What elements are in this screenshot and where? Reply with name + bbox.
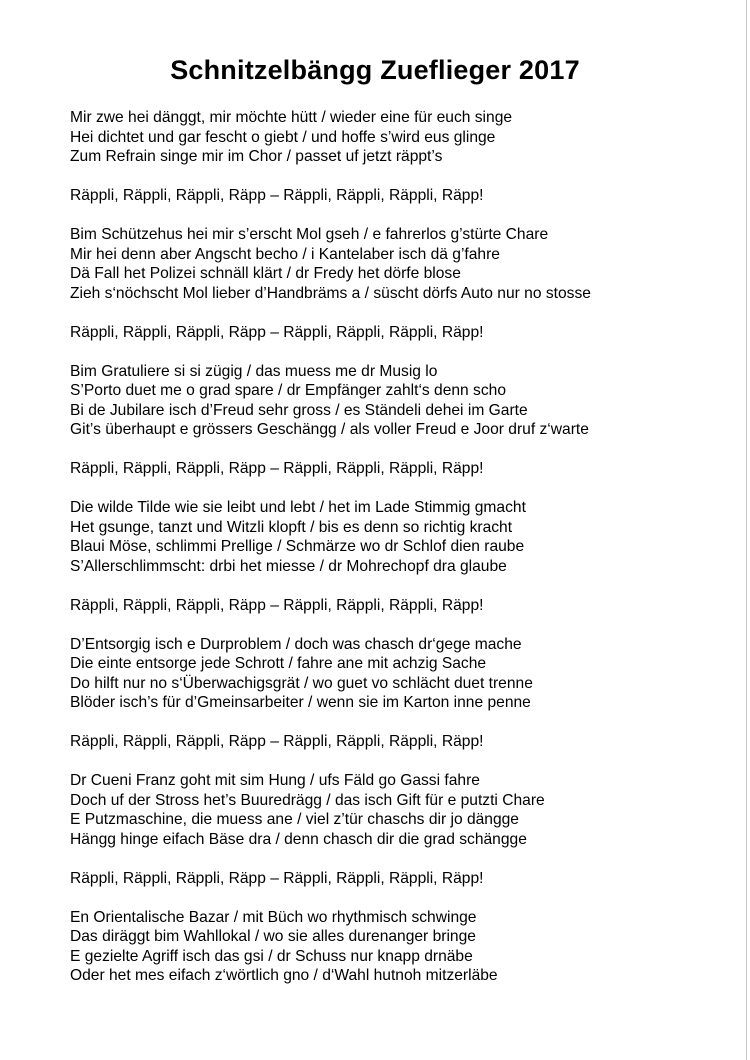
verse-7 <box>70 908 740 986</box>
verse-6 <box>70 771 740 849</box>
verse-line: Doch uf der Stross het’s Buuredrägg / das isch Gift für e putzti Chare <box>70 791 545 809</box>
verse-line: Do hilft nur no s‘Überwachigsgrät / wo guet vo schlächt duet trenne <box>70 674 533 692</box>
verse-line: S’Porto duet me o grad spare / dr Empfänger zahlt‘s denn scho <box>70 382 507 399</box>
verse-line: Mir hei denn aber Angscht becho / i Kantelaber isch dä g’fahre <box>70 245 500 263</box>
verse-line: Mir zwe hei dänggt, mir möchte hütt / wieder eine für euch singe <box>70 109 513 126</box>
page-edge <box>746 0 747 1060</box>
verse-line: En Orientalische Bazar / mit Büch wo rhythmisch schwinge <box>70 908 477 926</box>
verse-line: Die einte entsorge jede Schrott / fahre ane mit achzig Sache <box>70 655 487 672</box>
verse-line: Dä Fall het Polizei schnäll klärt / dr Fredy het dörfe blose <box>70 265 461 282</box>
verse-line: Das diräggt bim Wahllokal / wo sie alles durenanger bringe <box>70 928 476 945</box>
verse-5 <box>70 635 740 713</box>
refrain-line: Räppli, Räppli, Räppli, Räpp – Räppli, Räppli, Räppli, Räpp! <box>70 596 484 614</box>
refrain-line: Räppli, Räppli, Räppli, Räpp – Räppli, Räppli, Räppli, Räpp! <box>70 733 484 750</box>
verse-line: Het gsunge, tanzt und Witzli klopft / bis es denn so richtig kracht <box>70 518 513 536</box>
verse-line: S’Allerschlimmscht: drbi het miesse / dr Mohrechopf dra glaube <box>70 557 507 575</box>
verse-3 <box>70 362 740 440</box>
verse-line: Blaui Möse, schlimmi Prellige / Schmärze wo dr Schlof dien raube <box>70 538 525 555</box>
lyrics-body <box>70 108 740 1005</box>
verse-2 <box>70 225 740 303</box>
refrain-line: Räppli, Räppli, Räppli, Räpp – Räppli, Räppli, Räppli, Räpp! <box>70 323 484 341</box>
verse-line: Bim Schützehus hei mir s’erscht Mol gseh / e fahrerlos g’stürte Chare <box>70 226 549 243</box>
verse-line: Blöder isch’s für d’Gmeinsarbeiter / wenn sie im Karton inne penne <box>70 694 531 711</box>
document-title: Schnitzelbängg Zueflieger 2017 <box>170 55 580 85</box>
verse-1 <box>70 108 740 167</box>
verse-line: Hei dichtet und gar fescht o giebt / und hoffe s’wird eus glinge <box>70 128 496 146</box>
verse-line: Zum Refrain singe mir im Chor / passet uf jetzt räppt’s <box>70 148 443 165</box>
refrain-line: Räppli, Räppli, Räppli, Räpp – Räppli, Räppli, Räppli, Räpp! <box>70 460 484 477</box>
verse-line: E gezielte Agriff isch das gsi / dr Schuss nur knapp drnäbe <box>70 947 473 965</box>
verse-line: D’Entsorgig isch e Durproblem / doch was chasch dr‘gege mache <box>70 635 522 653</box>
refrain-line: Räppli, Räppli, Räppli, Räpp – Räppli, Räppli, Räppli, Räpp! <box>70 869 484 887</box>
refrain-line: Räppli, Räppli, Räppli, Räpp – Räppli, Räppli, Räppli, Räpp! <box>70 187 484 204</box>
verse-line: Bi de Jubilare isch d’Freud sehr gross / es Ständeli dehei im Garte <box>70 401 528 419</box>
verse-line: Hängg hinge eifach Bäse dra / denn chasch dir die grad schängge <box>70 830 527 848</box>
verse-line: E Putzmaschine, die muess ane / viel z’tür chaschs dir jo dängge <box>70 811 519 828</box>
verse-line: Die wilde Tilde wie sie leibt und lebt / het im Lade Stimmig gmacht <box>70 499 526 516</box>
verse-line: Dr Cueni Franz goht mit sim Hung / ufs Fäld go Gassi fahre <box>70 772 480 789</box>
verse-line: Oder het mes eifach z‘wörtlich gno / d‘Wahl hutnoh mitzerläbe <box>70 967 498 984</box>
verse-4 <box>70 498 740 576</box>
verse-line: Git’s überhaupt e grössers Geschängg / als voller Freud e Joor druf z‘warte <box>70 421 589 438</box>
verse-line: Bim Gratuliere si si zügig / das muess me dr Musig lo <box>70 362 438 380</box>
verse-line: Zieh s‘nöchscht Mol lieber d’Handbräms a / süscht dörfs Auto nur no stosse <box>70 284 591 302</box>
